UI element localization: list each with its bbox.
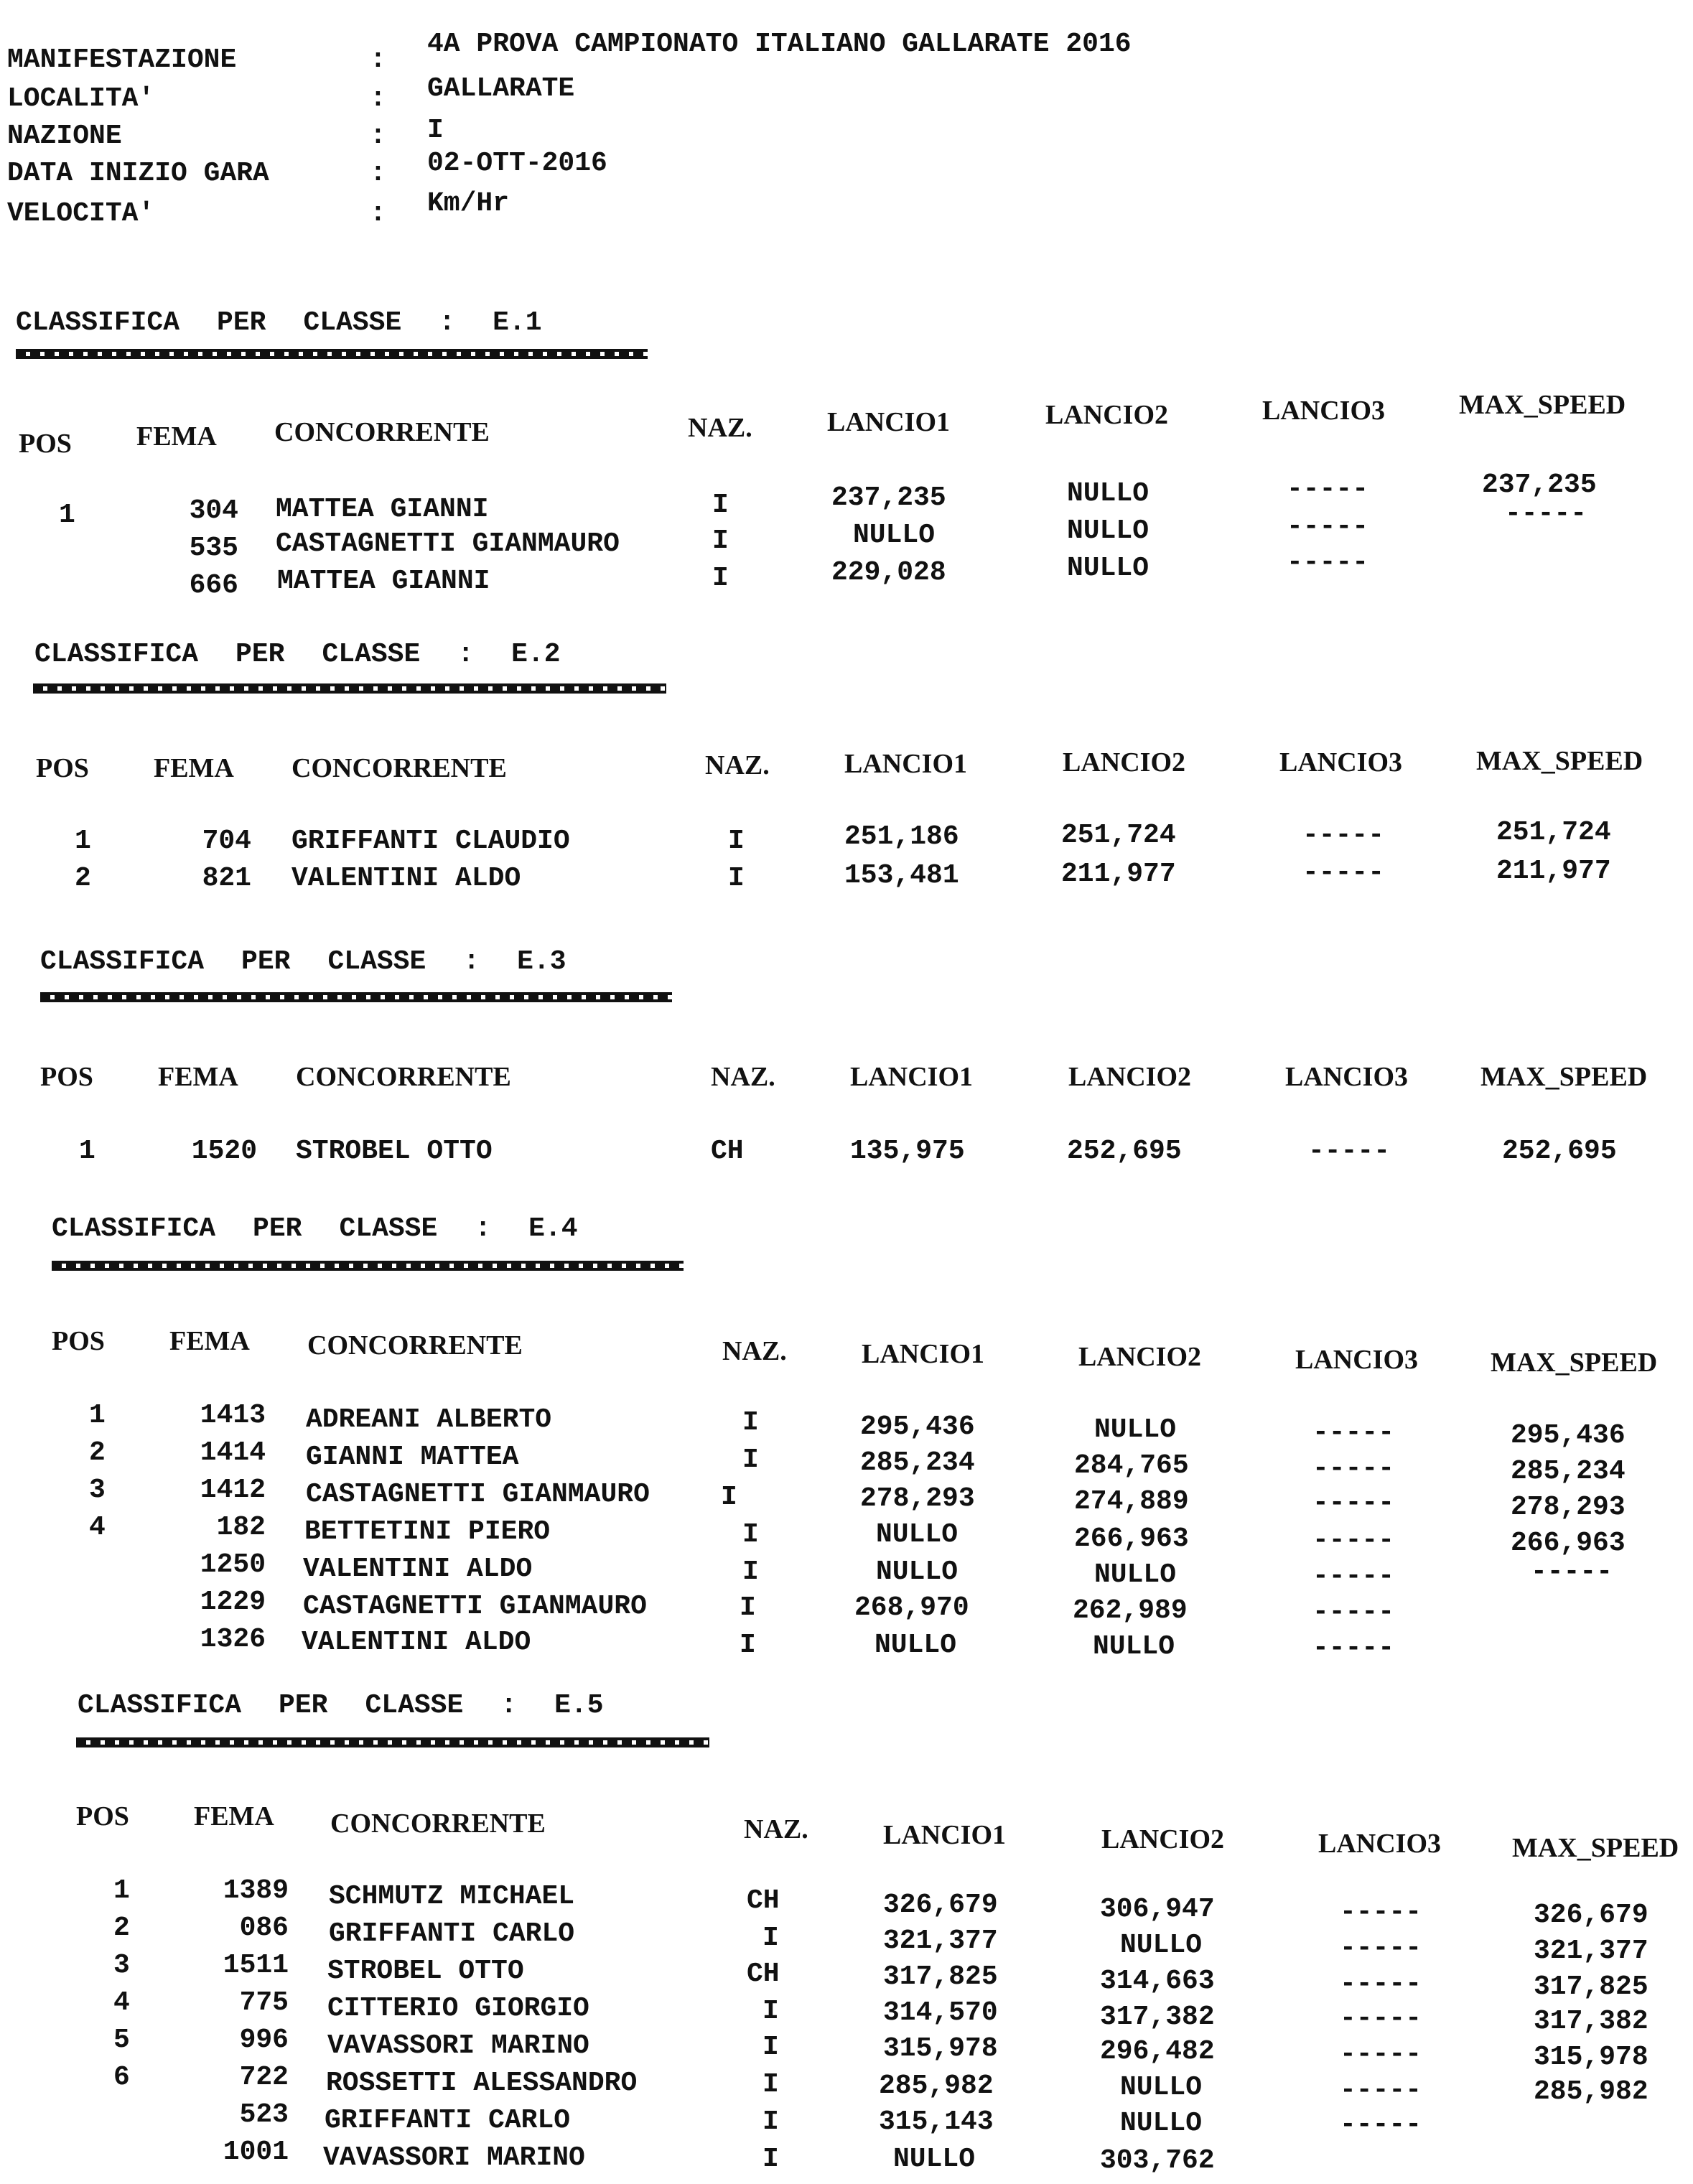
lancio2-cell: 296,482 [1100, 2036, 1215, 2067]
info-colon: : [370, 198, 386, 229]
competitor-name-cell: CASTAGNETTI GIANMAURO [303, 1591, 647, 1622]
fema-cell: 1001 [223, 2137, 289, 2167]
col-lancio3: LANCIO3 [1285, 1062, 1409, 1092]
pos-cell: 3 [89, 1475, 106, 1506]
col-lancio3: LANCIO3 [1318, 1829, 1442, 1859]
col-lancio3: LANCIO3 [1279, 747, 1403, 778]
table-row [0, 2099, 1693, 2140]
nation-cell: I [742, 1519, 759, 1550]
fema-cell: 086 [239, 1913, 289, 1943]
title-underline [76, 1737, 709, 1747]
lancio2-cell: 303,762 [1100, 2145, 1215, 2176]
max-speed-cell: 251,724 [1496, 817, 1611, 848]
title-word: CLASSE [365, 1690, 464, 1721]
lancio3-cell: ----- [1312, 1417, 1395, 1448]
lancio3-cell: ----- [1340, 1933, 1422, 1964]
col-pos: POS [40, 1062, 93, 1092]
col-concorrente: CONCORRENTE [292, 753, 507, 783]
title-underline [33, 683, 666, 694]
nation-cell: I [712, 563, 729, 594]
lancio3-cell: ----- [1287, 547, 1369, 578]
title-underline [52, 1261, 684, 1271]
title-word: CLASSIFICA [52, 1213, 216, 1244]
competitor-name-cell: BETTETINI PIERO [304, 1516, 551, 1547]
class-code: E.5 [554, 1690, 604, 1721]
fema-cell: 775 [239, 1987, 289, 2018]
pos-cell: 2 [113, 1913, 130, 1943]
nation-cell: CH [747, 1959, 780, 1989]
lancio2-cell: NULLO [1094, 1414, 1177, 1445]
table-header [0, 746, 1693, 790]
competitor-name-cell: MATTEA GIANNI [277, 566, 490, 597]
fema-cell: 1412 [200, 1475, 266, 1506]
lancio3-cell: ----- [1340, 1897, 1422, 1928]
col-max-speed: MAX_SPEED [1476, 746, 1643, 776]
lancio2-cell: 306,947 [1100, 1894, 1215, 1925]
title-word: PER [217, 307, 266, 338]
table-row [0, 856, 1693, 900]
title-word: CLASSE [303, 307, 402, 338]
fema-cell: 523 [239, 2099, 289, 2130]
fema-cell: 1229 [200, 1587, 266, 1618]
lancio1-cell: 278,293 [860, 1483, 975, 1514]
nation-cell: I [728, 826, 745, 857]
nation-cell: I [712, 526, 729, 556]
competitor-name-cell: VALENTINI ALDO [302, 1627, 531, 1658]
title-colon: : [439, 307, 456, 338]
max-speed-cell: 285,982 [1534, 2076, 1648, 2107]
max-speed-cell: ----- [1531, 1557, 1613, 1587]
fema-cell: 535 [189, 533, 238, 564]
title-word: PER [279, 1690, 328, 1721]
lancio1-cell: 295,436 [860, 1411, 975, 1442]
competitor-name-cell: SCHMUTZ MICHAEL [329, 1881, 575, 1912]
fema-cell: 1511 [223, 1950, 289, 1981]
pos-cell: 1 [89, 1400, 106, 1431]
competitor-name-cell: ADREANI ALBERTO [306, 1404, 552, 1435]
col-fema: FEMA [169, 1326, 250, 1356]
col-concorrente: CONCORRENTE [296, 1062, 511, 1092]
class-code: E.4 [528, 1213, 578, 1244]
col-lancio1: LANCIO1 [844, 749, 968, 779]
fema-cell: 1413 [200, 1400, 266, 1431]
lancio3-cell: ----- [1340, 2075, 1422, 2106]
lancio3-cell: ----- [1312, 1597, 1395, 1628]
lancio1-cell: 237,235 [831, 482, 946, 513]
lancio1-cell: 268,970 [854, 1592, 969, 1623]
fema-cell: 996 [239, 2025, 289, 2055]
table-row [0, 1475, 1693, 1523]
nation-cell: I [762, 1923, 779, 1954]
nation-cell: I [742, 1557, 759, 1587]
lancio2-cell: NULLO [1067, 515, 1149, 546]
nation-cell: I [740, 1630, 756, 1661]
section-title [16, 307, 579, 338]
title-word: CLASSIFICA [40, 946, 205, 977]
title-colon: : [457, 639, 475, 670]
col-max-speed: MAX_SPEED [1480, 1062, 1648, 1092]
lancio1-cell: 321,377 [883, 1926, 998, 1956]
fema-cell: 704 [202, 826, 251, 857]
pos-cell: 6 [113, 2062, 130, 2093]
title-word: CLASSE [339, 1213, 438, 1244]
fema-cell: 821 [202, 863, 251, 894]
col-naz: NAZ. [711, 1062, 775, 1092]
lancio1-cell: NULLO [875, 1630, 957, 1661]
title-colon: : [475, 1213, 492, 1244]
lancio2-cell: 266,963 [1074, 1523, 1189, 1554]
nation-cell: I [728, 863, 745, 894]
competitor-name-cell: VALENTINI ALDO [303, 1554, 533, 1585]
info-value: 4A PROVA CAMPIONATO ITALIANO GALLARATE 2016 [427, 29, 1132, 60]
lancio2-cell: 251,724 [1061, 820, 1176, 851]
title-word: PER [253, 1213, 302, 1244]
lancio1-cell: 315,143 [879, 2106, 994, 2137]
table-header [0, 1801, 1693, 1863]
col-naz: NAZ. [722, 1336, 787, 1366]
lancio3-cell: ----- [1302, 820, 1385, 851]
nation-cell: I [740, 1592, 756, 1623]
lancio3-cell: ----- [1312, 1453, 1395, 1484]
lancio2-cell: NULLO [1067, 553, 1149, 584]
lancio2-cell: 317,382 [1100, 2002, 1215, 2033]
table-row [0, 1987, 1693, 2037]
lancio1-cell: NULLO [853, 520, 936, 551]
info-value: GALLARATE [427, 73, 575, 104]
lancio3-cell: ----- [1340, 2003, 1422, 2034]
col-pos: POS [52, 1326, 105, 1356]
col-pos: POS [36, 753, 89, 783]
info-label: LOCALITA' [7, 83, 155, 114]
col-naz: NAZ. [744, 1814, 808, 1844]
info-label: DATA INIZIO GARA [7, 158, 269, 189]
lancio1-cell: 317,825 [883, 1961, 998, 1992]
nation-cell: CH [711, 1136, 744, 1167]
info-value: Km/Hr [427, 188, 510, 219]
col-lancio3: LANCIO3 [1262, 396, 1386, 426]
fema-cell: 1520 [191, 1136, 257, 1167]
lancio1-cell: 285,234 [860, 1447, 975, 1478]
col-fema: FEMA [154, 753, 234, 783]
pos-cell: 4 [89, 1512, 106, 1543]
col-lancio2: LANCIO2 [1068, 1062, 1192, 1092]
pos-cell: 2 [75, 863, 91, 894]
table-row [0, 2025, 1693, 2073]
table-row [0, 817, 1693, 863]
fema-cell: 1326 [200, 1624, 266, 1655]
competitor-name-cell: GRIFFANTI CARLO [325, 2105, 571, 2136]
info-label: VELOCITA' [7, 198, 155, 229]
col-lancio2: LANCIO2 [1101, 1824, 1225, 1854]
competitor-name-cell: MATTEA GIANNI [276, 494, 489, 525]
fema-cell: 1414 [200, 1437, 266, 1468]
lancio3-cell: ----- [1287, 474, 1369, 505]
max-speed-cell: 211,977 [1496, 856, 1611, 887]
table-row [0, 2137, 1693, 2174]
competitor-name-cell: VAVASSORI MARINO [327, 2030, 589, 2061]
lancio1-cell: 153,481 [844, 860, 959, 891]
class-code: E.2 [511, 639, 561, 670]
max-speed-cell: 252,695 [1502, 1136, 1617, 1167]
lancio2-cell: 211,977 [1061, 859, 1176, 890]
lancio1-cell: 229,028 [831, 557, 946, 588]
col-fema: FEMA [158, 1062, 238, 1092]
fema-cell: 666 [189, 570, 238, 601]
class-code: E.1 [493, 307, 542, 338]
nation-cell: I [712, 490, 729, 521]
col-concorrente: CONCORRENTE [274, 417, 490, 447]
lancio3-cell: ----- [1312, 1488, 1395, 1518]
pos-cell: 4 [113, 1987, 130, 2018]
competitor-name-cell: STROBEL OTTO [327, 1956, 524, 1987]
nation-cell: I [762, 2032, 779, 2063]
max-speed-cell: 315,978 [1534, 2042, 1648, 2073]
lancio1-cell: 326,679 [883, 1890, 998, 1921]
col-lancio2: LANCIO2 [1045, 400, 1169, 430]
info-value: 02-OTT-2016 [427, 148, 607, 179]
info-colon: : [370, 83, 386, 114]
table-header [0, 390, 1693, 459]
lancio1-cell: 251,186 [844, 821, 959, 852]
col-concorrente: CONCORRENTE [307, 1330, 523, 1361]
table-row [0, 1437, 1693, 1487]
col-max-speed: MAX_SPEED [1512, 1833, 1679, 1863]
max-speed-cell: 237,235 [1482, 470, 1597, 500]
col-concorrente: CONCORRENTE [330, 1809, 546, 1839]
col-naz: NAZ. [705, 750, 770, 780]
nation-cell: I [762, 2069, 779, 2100]
lancio3-cell: ----- [1312, 1525, 1395, 1556]
competitor-name-cell: VALENTINI ALDO [292, 863, 521, 894]
lancio1-cell: 285,982 [879, 2071, 994, 2101]
col-lancio1: LANCIO1 [850, 1062, 974, 1092]
max-speed-cell: ----- [1505, 498, 1587, 529]
max-speed-cell: 285,234 [1511, 1456, 1626, 1487]
section-title [34, 639, 598, 670]
info-label: NAZIONE [7, 121, 122, 151]
title-word: PER [235, 639, 285, 670]
section-title [40, 946, 604, 977]
max-speed-cell: 278,293 [1511, 1492, 1626, 1523]
table-row [0, 1136, 1693, 1173]
table-header [0, 1325, 1693, 1378]
lancio2-cell: 274,889 [1074, 1486, 1189, 1517]
pos-cell: 1 [113, 1875, 130, 1906]
competitor-name-cell: ROSSETTI ALESSANDRO [326, 2068, 638, 2099]
col-lancio2: LANCIO2 [1063, 747, 1186, 778]
lancio2-cell: NULLO [1120, 2108, 1203, 2139]
lancio1-cell: NULLO [876, 1557, 959, 1587]
lancio3-cell: ----- [1302, 857, 1385, 888]
nation-cell: I [742, 1445, 759, 1475]
max-speed-cell: 266,963 [1511, 1528, 1626, 1559]
pos-cell: 3 [113, 1950, 130, 1981]
lancio3-cell: ----- [1340, 1969, 1422, 1999]
lancio3-cell: ----- [1312, 1561, 1395, 1592]
table-row [0, 1512, 1693, 1559]
max-speed-cell: 317,825 [1534, 1971, 1648, 2002]
table-row [0, 1624, 1693, 1661]
title-word: PER [241, 946, 291, 977]
competitor-name-cell: CASTAGNETTI GIANMAURO [276, 528, 620, 559]
competitor-name-cell: STROBEL OTTO [296, 1136, 493, 1167]
col-lancio3: LANCIO3 [1295, 1345, 1419, 1375]
lancio2-cell: 252,695 [1067, 1136, 1182, 1167]
col-lancio1: LANCIO1 [827, 407, 951, 437]
pos-cell: 5 [113, 2025, 130, 2055]
lancio1-cell: NULLO [876, 1519, 959, 1550]
nation-cell: CH [747, 1885, 780, 1916]
col-lancio1: LANCIO1 [883, 1820, 1007, 1850]
section-title [78, 1690, 641, 1721]
competitor-name-cell: GRIFFANTI CLAUDIO [292, 826, 570, 857]
class-code: E.3 [517, 946, 566, 977]
info-value: I [427, 115, 444, 146]
lancio2-cell: NULLO [1067, 478, 1149, 509]
max-speed-cell: 317,382 [1534, 2006, 1648, 2037]
col-naz: NAZ. [688, 413, 752, 443]
title-word: CLASSE [327, 946, 426, 977]
nation-cell: I [742, 1407, 759, 1438]
competitor-name-cell: CASTAGNETTI GIANMAURO [306, 1479, 650, 1510]
info-colon: : [370, 121, 386, 151]
lancio2-cell: NULLO [1120, 1930, 1203, 1961]
fema-cell: 304 [189, 495, 238, 526]
competitor-name-cell: GIANNI MATTEA [306, 1442, 519, 1473]
title-word: CLASSE [322, 639, 421, 670]
info-label: MANIFESTAZIONE [7, 45, 237, 75]
title-word: CLASSIFICA [16, 307, 180, 338]
competitor-name-cell: GRIFFANTI CARLO [329, 1918, 575, 1949]
table-row [0, 1400, 1693, 1451]
nation-cell: I [721, 1482, 737, 1513]
title-colon: : [463, 946, 480, 977]
max-speed-cell: 295,436 [1511, 1420, 1626, 1451]
lancio3-cell: ----- [1308, 1136, 1391, 1167]
nation-cell: I [762, 2106, 779, 2137]
col-lancio2: LANCIO2 [1078, 1342, 1202, 1372]
competitor-name-cell: VAVASSORI MARINO [323, 2142, 585, 2173]
pos-cell: 1 [79, 1136, 95, 1167]
table-header [0, 1061, 1693, 1098]
pos-cell: 2 [89, 1437, 106, 1468]
title-underline [16, 349, 648, 359]
col-fema: FEMA [194, 1801, 274, 1831]
lancio3-cell: ----- [1312, 1633, 1395, 1663]
col-max-speed: MAX_SPEED [1459, 390, 1626, 420]
table-row [0, 1950, 1693, 2002]
lancio1-cell: 315,978 [883, 2033, 998, 2064]
lancio2-cell: 262,989 [1073, 1595, 1188, 1626]
lancio3-cell: ----- [1340, 2109, 1422, 2140]
title-colon: : [500, 1690, 518, 1721]
info-colon: : [370, 158, 386, 189]
table-row [0, 1587, 1693, 1628]
col-fema: FEMA [136, 421, 217, 452]
lancio1-cell: 314,570 [883, 1997, 998, 2028]
max-speed-cell: 326,679 [1534, 1900, 1648, 1931]
lancio2-cell: NULLO [1120, 2072, 1203, 2103]
lancio1-cell: 135,975 [850, 1136, 965, 1167]
col-pos: POS [76, 1801, 129, 1831]
title-word: CLASSIFICA [78, 1690, 242, 1721]
nation-cell: I [762, 1996, 779, 2027]
lancio2-cell: NULLO [1094, 1559, 1177, 1590]
lancio2-cell: 284,765 [1074, 1450, 1189, 1481]
info-colon: : [370, 45, 386, 75]
col-lancio1: LANCIO1 [862, 1339, 985, 1369]
competitor-name-cell: CITTERIO GIORGIO [327, 1993, 589, 2024]
title-underline [40, 992, 672, 1002]
fema-cell: 1389 [223, 1875, 289, 1906]
pos-cell: 1 [59, 500, 75, 531]
col-pos: POS [19, 429, 72, 459]
table-row [0, 2062, 1693, 2107]
lancio2-cell: 314,663 [1100, 1966, 1215, 1997]
section-title [52, 1213, 615, 1244]
max-speed-cell: 321,377 [1534, 1936, 1648, 1966]
col-max-speed: MAX_SPEED [1491, 1348, 1658, 1378]
lancio3-cell: ----- [1340, 2039, 1422, 2070]
pos-cell: 1 [75, 826, 91, 857]
title-word: CLASSIFICA [34, 639, 199, 670]
fema-cell: 722 [239, 2062, 289, 2093]
lancio3-cell: ----- [1287, 511, 1369, 542]
nation-cell: I [762, 2144, 779, 2175]
fema-cell: 1250 [200, 1549, 266, 1580]
lancio2-cell: NULLO [1093, 1631, 1175, 1662]
fema-cell: 182 [216, 1512, 266, 1543]
table-row [0, 1549, 1693, 1592]
lancio1-cell: NULLO [893, 2144, 976, 2175]
table-row [0, 470, 1693, 533]
